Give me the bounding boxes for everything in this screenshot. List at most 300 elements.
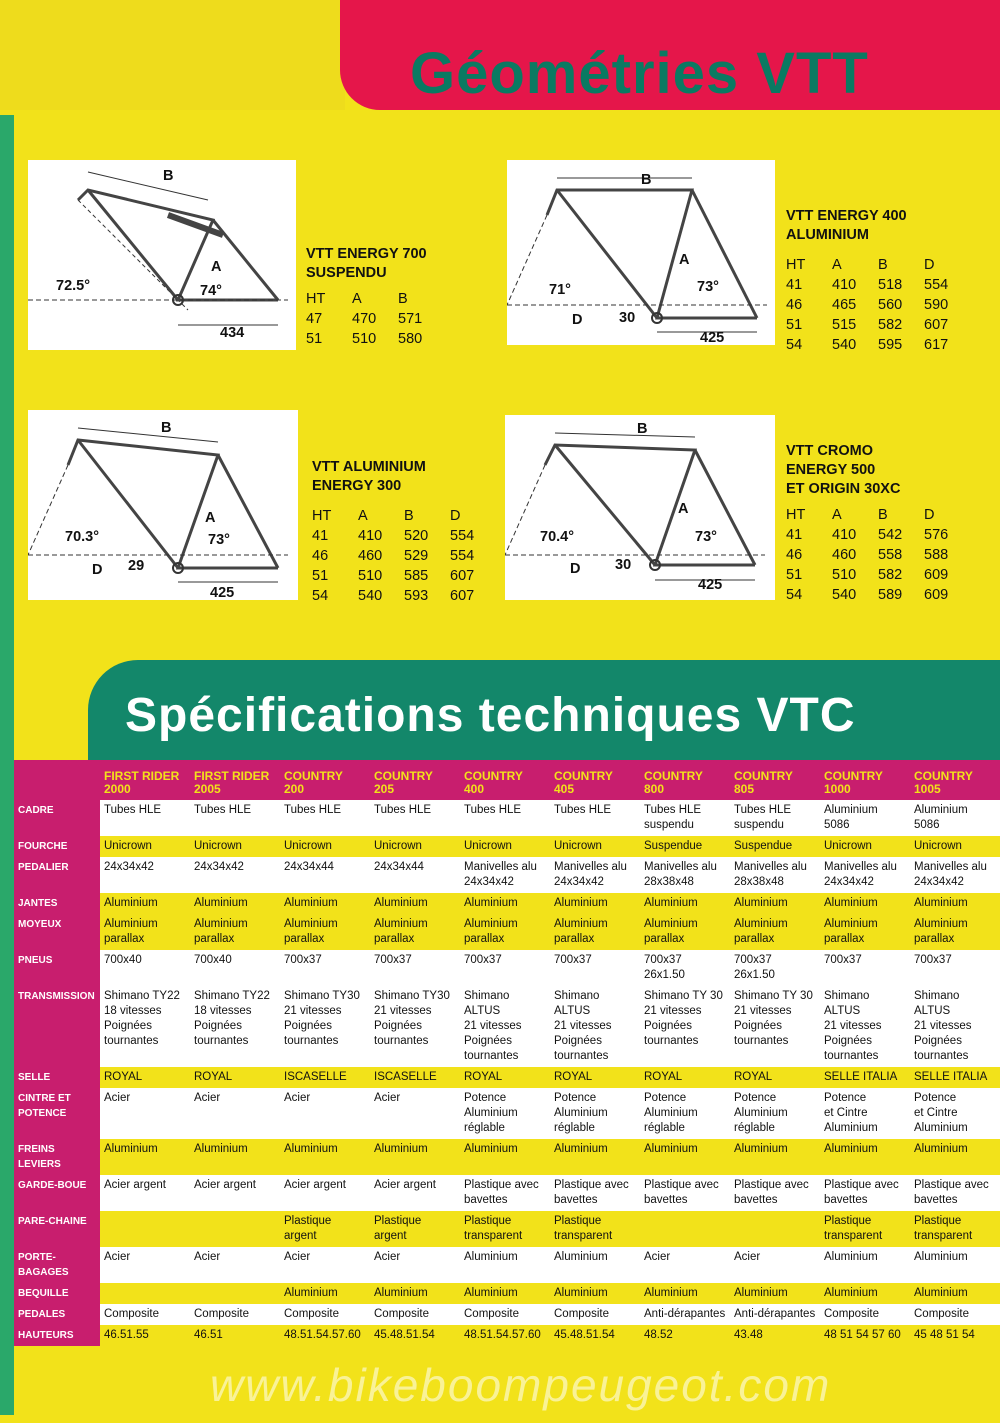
table-cell: Acier bbox=[280, 1088, 370, 1139]
model-header-line: 1000 bbox=[824, 782, 851, 796]
model-header-line: COUNTRY bbox=[914, 769, 973, 783]
col-b: B bbox=[878, 507, 888, 523]
table-cell: Aluminium parallax bbox=[820, 914, 910, 950]
label-bb-drop: 30 bbox=[615, 557, 632, 573]
cell: 510 bbox=[832, 567, 857, 583]
table-cell: 700x40 bbox=[190, 950, 280, 986]
spec-row bbox=[786, 585, 996, 605]
label-angle-seat: 74° bbox=[200, 283, 222, 299]
spec-row bbox=[306, 309, 506, 329]
label-b: B bbox=[163, 168, 174, 184]
table-row bbox=[14, 1139, 1000, 1175]
row-label: PEDALES bbox=[14, 1304, 100, 1325]
spec-title-line: VTT CROMO bbox=[786, 443, 873, 459]
table-cell: Aluminium parallax bbox=[280, 914, 370, 950]
cell: 51 bbox=[786, 317, 803, 333]
table-cell: Aluminium bbox=[910, 1247, 1000, 1283]
label-b: B bbox=[161, 420, 172, 436]
label-angle-seat: 73° bbox=[208, 532, 230, 548]
cell: 410 bbox=[832, 277, 857, 293]
row-label: CINTRE ET POTENCE bbox=[14, 1088, 100, 1139]
table-cell: Tubes HLE suspendu bbox=[640, 800, 730, 836]
model-header-line: 2000 bbox=[104, 782, 131, 796]
row-label: FREINS LEVIERS bbox=[14, 1139, 100, 1175]
table-cell: Aluminium bbox=[910, 1283, 1000, 1304]
table-cell: ROYAL bbox=[640, 1067, 730, 1088]
table-cell: Aluminium bbox=[820, 1247, 910, 1283]
table-cell: Plastique avec bavettes bbox=[460, 1175, 550, 1211]
table-cell: Potence et Cintre Aluminium bbox=[820, 1088, 910, 1139]
table-cell: Tubes HLE bbox=[370, 800, 460, 836]
label-bb-drop: 29 bbox=[128, 558, 145, 574]
label-chainstay: 425 bbox=[698, 577, 723, 593]
col-ht: HT bbox=[306, 291, 326, 307]
watermark: www.bikeboompeugeot.com bbox=[210, 1359, 832, 1411]
cell: 460 bbox=[832, 547, 857, 563]
cell: 518 bbox=[878, 277, 903, 293]
table-cell: Composite bbox=[460, 1304, 550, 1325]
cell: 585 bbox=[404, 568, 429, 584]
table-cell: Aluminium bbox=[820, 1139, 910, 1175]
cell: 540 bbox=[832, 587, 857, 603]
table-cell: Shimano TY22 18 vitesses Poignées tournantes bbox=[100, 986, 190, 1067]
spec-title-line: ALUMINIUM bbox=[786, 227, 869, 243]
table-cell: Acier bbox=[190, 1247, 280, 1283]
spec-row bbox=[786, 525, 996, 545]
spec-energy-300 bbox=[312, 458, 512, 606]
table-cell: Aluminium bbox=[640, 1139, 730, 1175]
spec-row bbox=[312, 546, 512, 566]
cell: 554 bbox=[450, 548, 475, 564]
table-cell: Manivelles alu 24x34x42 bbox=[460, 857, 550, 893]
table-cell: Aluminium bbox=[460, 1247, 550, 1283]
label-angle-seat: 73° bbox=[695, 529, 717, 545]
table-cell: 45 48 51 54 bbox=[910, 1325, 1000, 1346]
table-cell: Plastique argent bbox=[370, 1211, 460, 1247]
header-corner bbox=[14, 760, 100, 800]
table-cell: 46.51.55 bbox=[100, 1325, 190, 1346]
row-label: TRANSMISSION bbox=[14, 986, 100, 1067]
table-row bbox=[14, 1247, 1000, 1283]
model-header-line: 400 bbox=[464, 782, 485, 796]
table-cell: 48 51 54 57 60 bbox=[820, 1325, 910, 1346]
row-label: FOURCHE bbox=[14, 836, 100, 857]
vtc-title: Spécifications techniques VTC bbox=[125, 689, 856, 742]
label-d: D bbox=[572, 312, 583, 328]
table-cell: Unicrown bbox=[370, 836, 460, 857]
cell: 54 bbox=[786, 337, 803, 353]
table-cell: Unicrown bbox=[100, 836, 190, 857]
table-cell: Composite bbox=[190, 1304, 280, 1325]
table-cell: Composite bbox=[280, 1304, 370, 1325]
model-header-line: 805 bbox=[734, 782, 755, 796]
table-cell: Acier bbox=[640, 1247, 730, 1283]
spec-title-line: SUSPENDU bbox=[306, 265, 387, 281]
table-cell: Aluminium bbox=[280, 893, 370, 914]
table-cell: ISCASELLE bbox=[370, 1067, 460, 1088]
page-title: Géométries VTT bbox=[410, 41, 869, 106]
model-header bbox=[820, 760, 910, 800]
spec-row bbox=[786, 315, 996, 335]
spec-row bbox=[786, 545, 996, 565]
cell: 515 bbox=[832, 317, 857, 333]
table-cell: 700x40 bbox=[100, 950, 190, 986]
table-cell: 48.52 bbox=[640, 1325, 730, 1346]
table-row bbox=[14, 836, 1000, 857]
cell: 46 bbox=[786, 297, 803, 313]
cell: 558 bbox=[878, 547, 903, 563]
table-cell: Acier bbox=[370, 1088, 460, 1139]
table-cell: Acier bbox=[370, 1247, 460, 1283]
table-row bbox=[14, 1175, 1000, 1211]
table-cell: 700x37 bbox=[370, 950, 460, 986]
col-b: B bbox=[404, 508, 414, 524]
table-cell bbox=[190, 1283, 280, 1304]
left-strip bbox=[0, 115, 14, 1415]
table-cell: SELLE ITALIA bbox=[820, 1067, 910, 1088]
col-d: D bbox=[450, 508, 461, 524]
label-b: B bbox=[637, 421, 648, 437]
spec-title-line: ET ORIGIN 30XC bbox=[786, 481, 901, 497]
row-label: GARDE-BOUE bbox=[14, 1175, 100, 1211]
cell: 542 bbox=[878, 527, 903, 543]
table-cell: Acier bbox=[100, 1088, 190, 1139]
spec-energy-700 bbox=[306, 245, 506, 349]
table-cell: Plastique transparent bbox=[820, 1211, 910, 1247]
table-cell: 700x37 bbox=[550, 950, 640, 986]
cell: 51 bbox=[786, 567, 803, 583]
cell: 609 bbox=[924, 567, 949, 583]
cell: 41 bbox=[312, 528, 329, 544]
diagram-labels-1 bbox=[28, 160, 296, 350]
table-cell: Aluminium bbox=[910, 893, 1000, 914]
table-cell: Potence et Cintre Aluminium bbox=[910, 1088, 1000, 1139]
cell: 609 bbox=[924, 587, 949, 603]
table-cell: Aluminium bbox=[100, 893, 190, 914]
table-cell: Tubes HLE bbox=[460, 800, 550, 836]
table-cell: ROYAL bbox=[730, 1067, 820, 1088]
label-angle-head: 71° bbox=[549, 282, 571, 298]
label-a: A bbox=[679, 252, 690, 268]
table-cell: Aluminium bbox=[730, 1283, 820, 1304]
table-cell: Potence Aluminium réglable bbox=[460, 1088, 550, 1139]
table-cell: 24x34x44 bbox=[370, 857, 460, 893]
table-cell: Composite bbox=[370, 1304, 460, 1325]
cell: 617 bbox=[924, 337, 949, 353]
model-header-line: COUNTRY bbox=[554, 769, 613, 783]
table-cell: ROYAL bbox=[100, 1067, 190, 1088]
spec-header-row bbox=[786, 255, 996, 275]
table-cell: Tubes HLE bbox=[280, 800, 370, 836]
row-label: MOYEUX bbox=[14, 914, 100, 950]
table-cell: Acier bbox=[280, 1247, 370, 1283]
cell: 51 bbox=[312, 568, 329, 584]
label-d: D bbox=[92, 562, 103, 578]
table-cell: Composite bbox=[820, 1304, 910, 1325]
col-d: D bbox=[924, 507, 935, 523]
cell: 465 bbox=[832, 297, 857, 313]
row-label: JANTES bbox=[14, 893, 100, 914]
row-label: BEQUILLE bbox=[14, 1283, 100, 1304]
spec-row bbox=[786, 275, 996, 295]
diagram-labels-4 bbox=[505, 415, 775, 600]
table-body bbox=[14, 800, 1000, 1346]
cell: 582 bbox=[878, 567, 903, 583]
row-label: PEDALIER bbox=[14, 857, 100, 893]
label-a: A bbox=[211, 259, 222, 275]
table-cell: 24x34x42 bbox=[190, 857, 280, 893]
table-cell: Shimano TY30 21 vitesses Poignées tournantes bbox=[280, 986, 370, 1067]
model-header bbox=[280, 760, 370, 800]
table-cell: Aluminium bbox=[460, 1283, 550, 1304]
table-cell: 43.48 bbox=[730, 1325, 820, 1346]
table-cell: Plastique transparent bbox=[460, 1211, 550, 1247]
cell: 589 bbox=[878, 587, 903, 603]
table-cell: Plastique transparent bbox=[910, 1211, 1000, 1247]
table-cell: Shimano ALTUS 21 vitesses Poignées tournantes bbox=[460, 986, 550, 1067]
table-cell: 700x37 bbox=[910, 950, 1000, 986]
label-b: B bbox=[641, 172, 652, 188]
spec-title-line: VTT ALUMINIUM bbox=[312, 459, 426, 475]
model-header-line: 200 bbox=[284, 782, 305, 796]
cell: 41 bbox=[786, 277, 803, 293]
cell: 607 bbox=[924, 317, 949, 333]
label-a: A bbox=[678, 501, 689, 517]
table-cell: Acier bbox=[100, 1247, 190, 1283]
table-cell bbox=[190, 1211, 280, 1247]
table-cell: Shimano TY22 18 vitesses Poignées tournantes bbox=[190, 986, 280, 1067]
spec-title-line: ENERGY 500 bbox=[786, 462, 876, 478]
table-cell: Acier argent bbox=[100, 1175, 190, 1211]
cell: 588 bbox=[924, 547, 949, 563]
table-cell: Tubes HLE bbox=[190, 800, 280, 836]
table-cell: Aluminium parallax bbox=[730, 914, 820, 950]
table-cell: Unicrown bbox=[550, 836, 640, 857]
table-cell: Acier bbox=[190, 1088, 280, 1139]
cell: 460 bbox=[358, 548, 383, 564]
spec-row bbox=[786, 335, 996, 355]
model-header-line: FIRST RIDER bbox=[194, 769, 270, 783]
table-cell: Aluminium bbox=[820, 1283, 910, 1304]
row-label: CADRE bbox=[14, 800, 100, 836]
table-cell: Aluminium bbox=[550, 1247, 640, 1283]
cell: 607 bbox=[450, 588, 475, 604]
model-header-line: 2005 bbox=[194, 782, 221, 796]
table-cell: Shimano TY30 21 vitesses Poignées tournantes bbox=[370, 986, 460, 1067]
model-header bbox=[910, 760, 1000, 800]
table-cell: Unicrown bbox=[820, 836, 910, 857]
table-cell: Aluminium 5086 bbox=[820, 800, 910, 836]
table-cell: Aluminium parallax bbox=[550, 914, 640, 950]
table-cell: Suspendue bbox=[640, 836, 730, 857]
spec-header-row bbox=[306, 289, 506, 309]
col-a: A bbox=[358, 508, 368, 524]
table-row bbox=[14, 800, 1000, 836]
table-row bbox=[14, 893, 1000, 914]
table-cell: 700x37 bbox=[820, 950, 910, 986]
model-header-line: FIRST RIDER bbox=[104, 769, 180, 783]
table-cell: Aluminium bbox=[190, 1139, 280, 1175]
table-row bbox=[14, 950, 1000, 986]
cell: 560 bbox=[878, 297, 903, 313]
spec-row bbox=[312, 586, 512, 606]
row-label: HAUTEURS bbox=[14, 1325, 100, 1346]
table-cell: Aluminium bbox=[100, 1139, 190, 1175]
table-cell: Tubes HLE bbox=[550, 800, 640, 836]
label-angle-seat: 73° bbox=[697, 279, 719, 295]
table-cell bbox=[640, 1211, 730, 1247]
table-row bbox=[14, 914, 1000, 950]
cell: 46 bbox=[312, 548, 329, 564]
col-ht: HT bbox=[786, 257, 806, 273]
table-cell: Composite bbox=[910, 1304, 1000, 1325]
table-row bbox=[14, 1283, 1000, 1304]
table-cell: Plastique avec bavettes bbox=[910, 1175, 1000, 1211]
spec-title-line: ENERGY 300 bbox=[312, 478, 402, 494]
table-cell: Aluminium bbox=[280, 1139, 370, 1175]
table-cell: Shimano ALTUS 21 vitesses Poignées tournantes bbox=[550, 986, 640, 1067]
spec-energy-400 bbox=[786, 207, 996, 355]
table-row bbox=[14, 1088, 1000, 1139]
cell: 410 bbox=[832, 527, 857, 543]
table-cell: Aluminium bbox=[190, 893, 280, 914]
cell: 571 bbox=[398, 311, 423, 327]
col-b: B bbox=[398, 291, 408, 307]
top-left-band bbox=[0, 0, 345, 110]
table-cell: Aluminium 5086 bbox=[910, 800, 1000, 836]
model-header bbox=[190, 760, 280, 800]
table-cell: Potence Aluminium réglable bbox=[550, 1088, 640, 1139]
cell: 529 bbox=[404, 548, 429, 564]
table-cell: 700x37 26x1.50 bbox=[730, 950, 820, 986]
table-row bbox=[14, 857, 1000, 893]
table-cell: Aluminium parallax bbox=[460, 914, 550, 950]
row-label: PARE-CHAINE bbox=[14, 1211, 100, 1247]
col-d: D bbox=[924, 257, 935, 273]
cell: 540 bbox=[358, 588, 383, 604]
table-cell: 700x37 bbox=[460, 950, 550, 986]
table-row bbox=[14, 1067, 1000, 1088]
table-cell: Manivelles alu 24x34x42 bbox=[820, 857, 910, 893]
cell: 554 bbox=[450, 528, 475, 544]
model-header bbox=[370, 760, 460, 800]
table-row bbox=[14, 1304, 1000, 1325]
table-cell: SELLE ITALIA bbox=[910, 1067, 1000, 1088]
col-b: B bbox=[878, 257, 888, 273]
table-cell: Suspendue bbox=[730, 836, 820, 857]
table-cell: Aluminium bbox=[640, 893, 730, 914]
cell: 580 bbox=[398, 331, 423, 347]
table-cell: Aluminium bbox=[730, 1139, 820, 1175]
cell: 46 bbox=[786, 547, 803, 563]
table-cell: Aluminium parallax bbox=[640, 914, 730, 950]
row-label: SELLE bbox=[14, 1067, 100, 1088]
model-header bbox=[550, 760, 640, 800]
table-cell: Plastique transparent bbox=[550, 1211, 640, 1247]
cell: 593 bbox=[404, 588, 429, 604]
cell: 607 bbox=[450, 568, 475, 584]
model-header-line: 1005 bbox=[914, 782, 941, 796]
table-cell: Aluminium bbox=[370, 1139, 460, 1175]
table-cell: Unicrown bbox=[910, 836, 1000, 857]
model-header-line: COUNTRY bbox=[284, 769, 343, 783]
table-cell: Plastique avec bavettes bbox=[640, 1175, 730, 1211]
label-angle-head: 70.4° bbox=[540, 529, 575, 545]
row-label: PORTE-BAGAGES bbox=[14, 1247, 100, 1283]
table-cell: Aluminium bbox=[550, 893, 640, 914]
table-cell: Plastique avec bavettes bbox=[820, 1175, 910, 1211]
table-cell: 48.51.54.57.60 bbox=[280, 1325, 370, 1346]
spec-row bbox=[312, 526, 512, 546]
table-row bbox=[14, 986, 1000, 1067]
cell: 47 bbox=[306, 311, 323, 327]
cell: 540 bbox=[832, 337, 857, 353]
table-cell: Acier argent bbox=[370, 1175, 460, 1211]
diagram-labels-2 bbox=[507, 160, 775, 345]
label-chainstay: 425 bbox=[210, 585, 235, 601]
model-header-line: 205 bbox=[374, 782, 395, 796]
table-cell: 45.48.51.54 bbox=[550, 1325, 640, 1346]
spec-row bbox=[786, 565, 996, 585]
table-cell: Manivelles alu 24x34x42 bbox=[550, 857, 640, 893]
table-cell: Tubes HLE suspendu bbox=[730, 800, 820, 836]
table-row bbox=[14, 1325, 1000, 1346]
table-cell: 700x37 26x1.50 bbox=[640, 950, 730, 986]
table-cell: Potence Aluminium réglable bbox=[730, 1088, 820, 1139]
table-cell: Potence Aluminium réglable bbox=[640, 1088, 730, 1139]
table-cell: Aluminium bbox=[730, 893, 820, 914]
table-cell: Aluminium bbox=[280, 1283, 370, 1304]
cell: 54 bbox=[312, 588, 329, 604]
table-cell: Aluminium parallax bbox=[190, 914, 280, 950]
cell: 520 bbox=[404, 528, 429, 544]
cell: 510 bbox=[358, 568, 383, 584]
cell: 510 bbox=[352, 331, 377, 347]
table-cell: Unicrown bbox=[460, 836, 550, 857]
table-cell: 24x34x44 bbox=[280, 857, 370, 893]
table-cell: Aluminium parallax bbox=[100, 914, 190, 950]
table-cell: 48.51.54.57.60 bbox=[460, 1325, 550, 1346]
table-cell: Composite bbox=[100, 1304, 190, 1325]
table-cell: Plastique argent bbox=[280, 1211, 370, 1247]
table-cell: Aluminium bbox=[370, 1283, 460, 1304]
table-cell: Aluminium bbox=[550, 1283, 640, 1304]
model-header-line: COUNTRY bbox=[374, 769, 433, 783]
cell: 590 bbox=[924, 297, 949, 313]
table-row bbox=[14, 1211, 1000, 1247]
table-cell: Aluminium bbox=[370, 893, 460, 914]
cell: 410 bbox=[358, 528, 383, 544]
table-cell: Manivelles alu 24x34x42 bbox=[910, 857, 1000, 893]
model-header bbox=[460, 760, 550, 800]
row-label: PNEUS bbox=[14, 950, 100, 986]
model-header-line: COUNTRY bbox=[644, 769, 703, 783]
model-header-line: COUNTRY bbox=[464, 769, 523, 783]
col-ht: HT bbox=[312, 508, 332, 524]
col-a: A bbox=[832, 257, 842, 273]
table-cell: Acier bbox=[730, 1247, 820, 1283]
spec-header-row bbox=[312, 506, 512, 526]
table-cell: Aluminium bbox=[460, 893, 550, 914]
col-a: A bbox=[352, 291, 362, 307]
model-header bbox=[640, 760, 730, 800]
col-ht: HT bbox=[786, 507, 806, 523]
cell: 595 bbox=[878, 337, 903, 353]
table-cell: Manivelles alu 28x38x48 bbox=[640, 857, 730, 893]
table-cell bbox=[730, 1211, 820, 1247]
col-a: A bbox=[832, 507, 842, 523]
label-bb-drop: 30 bbox=[619, 310, 636, 326]
